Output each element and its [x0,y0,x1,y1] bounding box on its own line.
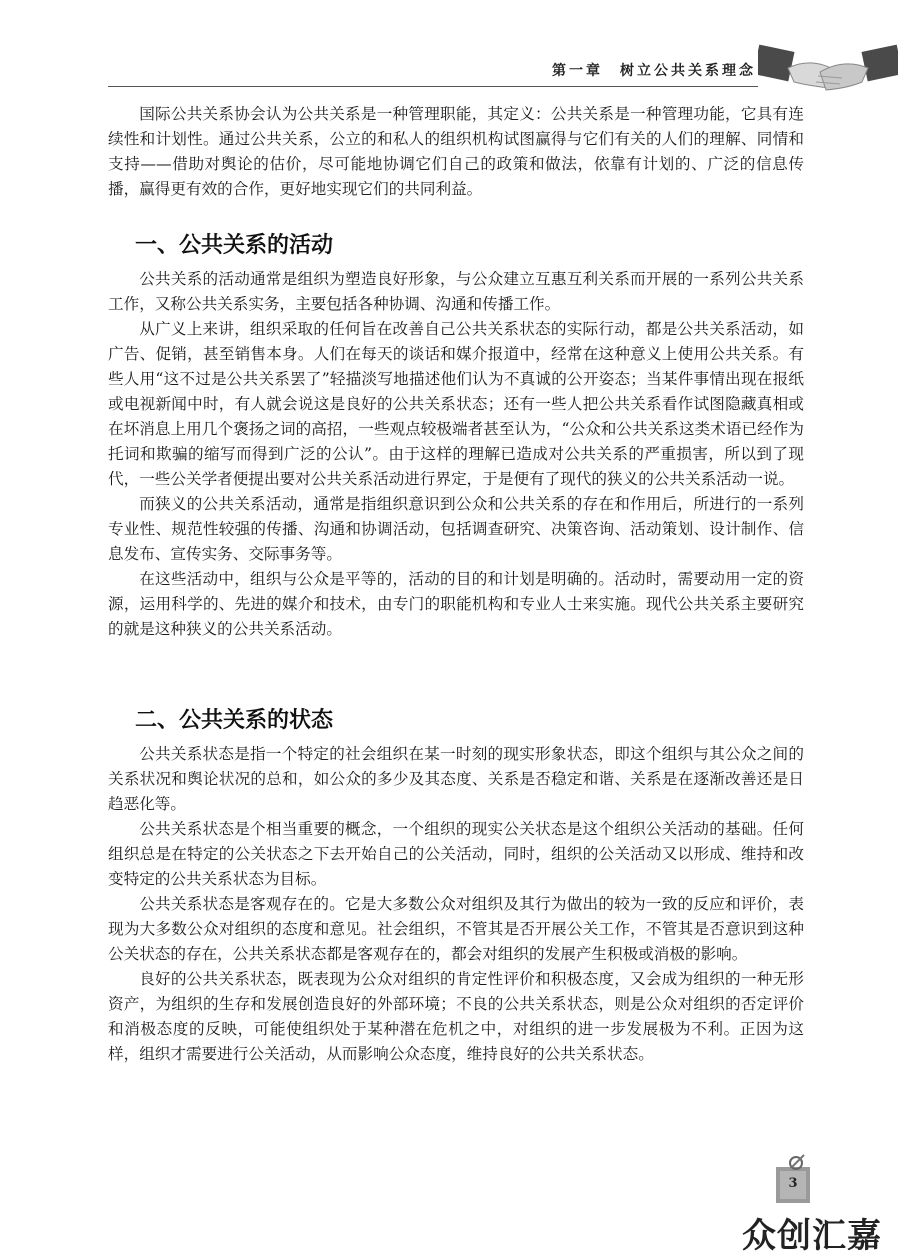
paragraph: 公共关系的活动通常是组织为塑造良好形象，与公众建立互惠互利关系而开展的一系列公共关系工作，又称公共关系实务，主要包括各种协调、沟通和传播工作。 [108,270,804,313]
paragraph: 在这些活动中，组织与公众是平等的，活动的目的和计划是明确的。活动时，需要动用一定的资源，运用科学的、先进的媒介和技术，由专门的职能机构和专业人士来实施。现代公共关系主要研究的就是这种狭义的公共关系活动。 [108,570,804,638]
paragraph: 公共关系状态是客观存在的。它是大多数公众对组织及其行为做出的较为一致的反应和评价，表现为大多数公众对组织的态度和意见。社会组织，不管其是否开展公关工作，不管其是否意识到这种公关状态的存在，公共关系状态都是客观存在的，都会对组织的发展产生积极或消极的影响。 [108,895,804,963]
header-rule [108,86,758,87]
intro-paragraph: 国际公共关系协会认为公共关系是一种管理职能，其定义：公共关系是一种管理功能，它具有连续性和计划性。通过公共关系，公立的和私人的组织机构试图赢得与它们有关的人们的理解、同情和支持——借助对舆论的估价，尽可能地协调它们自己的政策和做法，依靠有计划的、广泛的信息传播，赢得更有效的合作，更好地实现它们的共同利益。 [108,105,804,198]
paragraph: 从广义上来讲，组织采取的任何旨在改善自己公共关系状态的实际行动，都是公共关系活动，如广告、促销，甚至销售本身。人们在每天的谈话和媒介报道中，经常在这种意义上使用公共关系。有些人用“这不过是公共关系罢了”轻描淡写地描述他们认为不真诚的公开姿态；当某件事情出现在报纸或电视新闻中时，有人就会说这是良好的公共关系状态；还有一些人把公共关系看作试图隐藏真相或在坏消息上用几个褒扬之词的高招，一些观点较极端者甚至认为，“公众和公共关系这类术语已经作为托词和欺骗的缩写而得到广泛的公认”。由于这样的理解已造成对公共关系的严重损害，所以到了现代，一些公关学者便提出要对公共关系活动进行界定，于是便有了现代的狭义的公共关系活动一说。 [108,320,804,488]
section-state [108,742,804,1067]
paragraph: 而狭义的公共关系活动，通常是指组织意识到公众和公共关系的存在和作用后，所进行的一系列专业性、规范性较强的传播、沟通和协调活动，包括调查研究、决策咨询、活动策划、设计制作、信息发布、宣传实务、交际事务等。 [108,495,804,563]
page-header [108,42,898,102]
page-number: 3 [788,1176,798,1191]
watermark-text: 众创汇嘉 [742,1216,882,1256]
paragraph: 公共关系状态是个相当重要的概念，一个组织的现实公关状态是这个组织公关活动的基础。任何组织总是在特定的公关状态之下去开始自己的公关活动，同时，组织的公关活动又以形成、维持和改变特定的公共关系状态为目标。 [108,820,804,888]
section-heading-activities: 一、公共关系的活动 [135,233,334,258]
section-activities [108,267,804,642]
handshake-icon [758,42,898,102]
paragraph: 公共关系状态是指一个特定的社会组织在某一时刻的现实形象状态，即这个组织与其公众之间的关系状况和舆论状况的总和，如公众的多少及其态度、关系是否稳定和谐、关系是在逐渐改善还是日趋恶化等。 [108,745,804,813]
paragraph: 良好的公共关系状态，既表现为公众对组织的肯定性评价和积极态度，又会成为组织的一种无形资产，为组织的生存和发展创造良好的外部环境；不良的公共关系状态，则是公众对组织的否定评价和消极态度的反映，可能使组织处于某种潜在危机之中，对组织的进一步发展极为不利。正因为这样，组织才需要进行公关活动，从而影响公众态度，维持良好的公共关系状态。 [108,970,804,1063]
chapter-title: 第一章 树立公共关系理念 [552,63,756,79]
section-heading-state: 二、公共关系的状态 [135,708,334,733]
